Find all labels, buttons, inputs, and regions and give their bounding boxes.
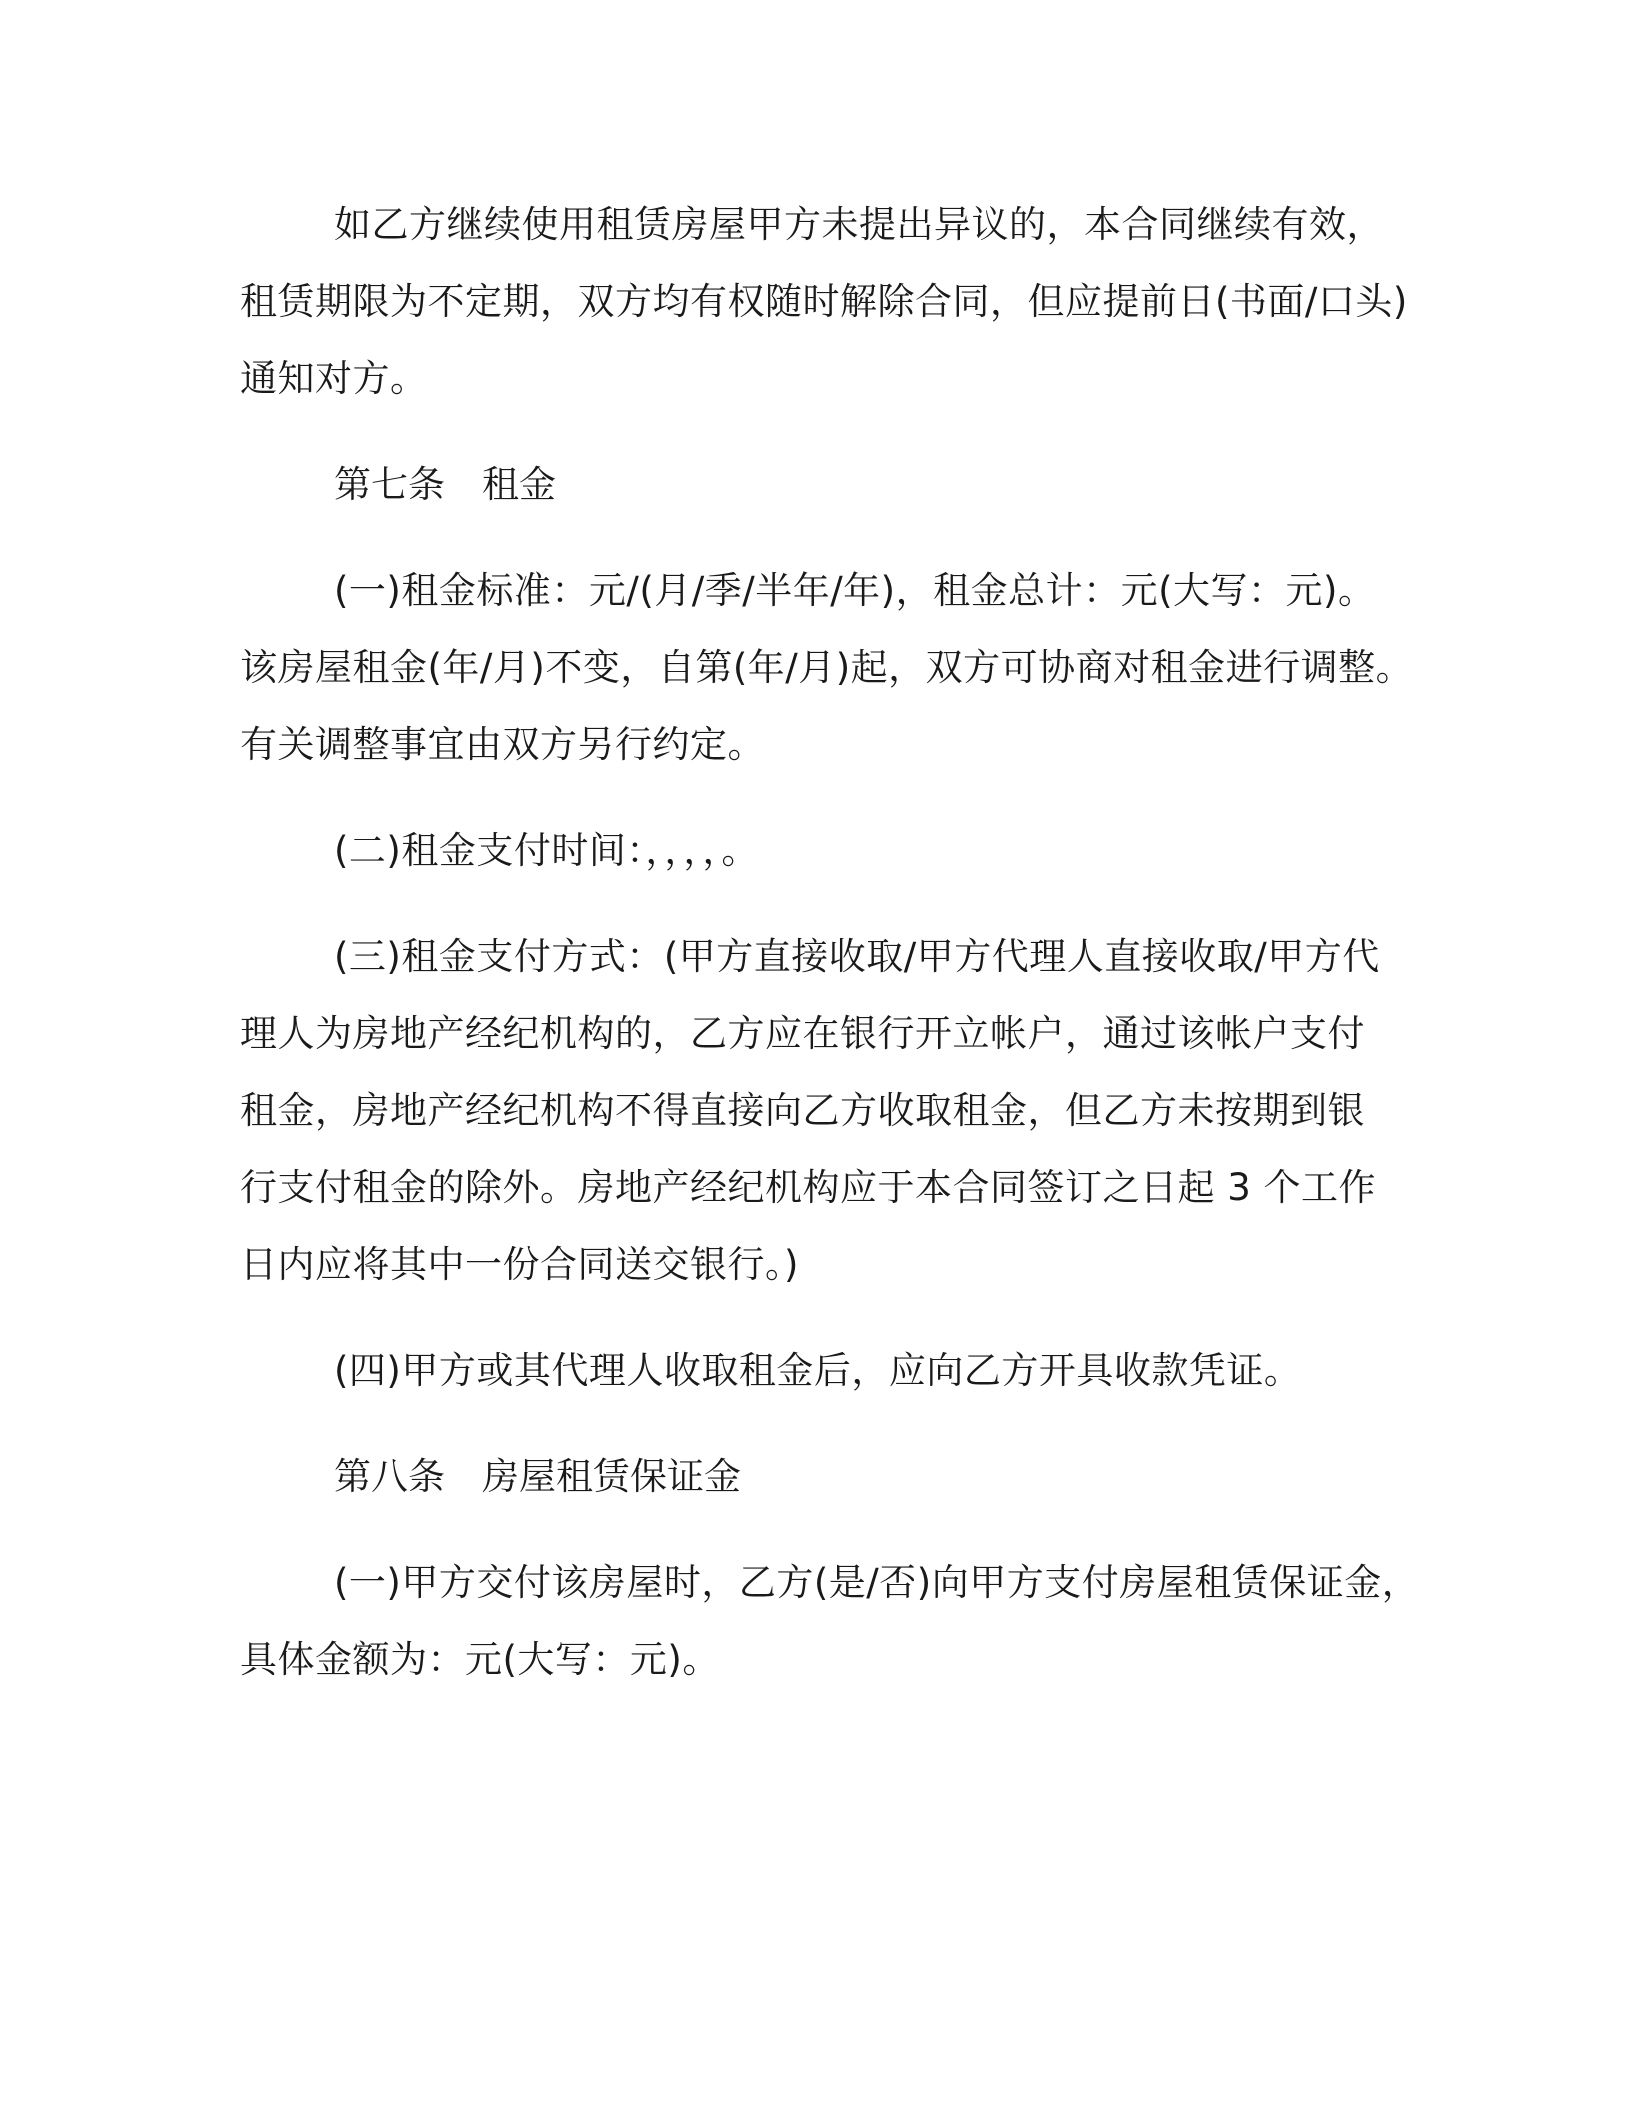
text-line: (一)租金标准：元/(月/季/半年/年)，租金总计：元(大写：元)。: [334, 569, 1376, 612]
text-line: (一)甲方交付该房屋时，乙方(是/否)向甲方支付房屋租赁保证金，: [334, 1561, 1420, 1604]
paragraph-rent-receipt: [240, 1332, 1400, 1409]
text-line: 理人为房地产经纪机构的，乙方应在银行开立帐户，通过该帐户支付: [240, 1012, 1365, 1055]
text-line: 日内应将其中一份合同送交银行。): [240, 1243, 799, 1286]
paragraph-continuation-clause: [240, 186, 1408, 417]
text-line: 行支付租金的除外。房地产经纪机构应于本合同签订之日起 3 个工作: [240, 1166, 1377, 1209]
text-line: 通知对方。: [240, 357, 428, 400]
text-line: (二)租金支付时间：，，，，。: [334, 829, 759, 872]
article-heading-8: 第八条 房屋租赁保证金: [334, 1455, 741, 1498]
paragraph-rent-standard: [240, 552, 1414, 783]
document-body: [240, 186, 1420, 1727]
paragraph-rent-payment-time: [240, 812, 1400, 889]
text-line: 租赁期限为不定期，双方均有权随时解除合同，但应提前日(书面/口头): [240, 280, 1408, 323]
text-line: (四)甲方或其代理人收取租金后，应向乙方开具收款凭证。: [334, 1349, 1302, 1392]
text-line: 有关调整事宜由双方另行约定。: [240, 723, 765, 766]
paragraph-deposit: [240, 1544, 1420, 1698]
text-line: 具体金额为：元(大写：元)。: [240, 1638, 720, 1681]
text-line: 如乙方继续使用租赁房屋甲方未提出异议的，本合同继续有效，: [334, 203, 1384, 246]
text-line: (三)租金支付方式：(甲方直接收取/甲方代理人直接收取/甲方代: [334, 935, 1380, 978]
paragraph-rent-payment-method: [240, 918, 1400, 1303]
article-heading-7: 第七条 租金: [334, 463, 556, 506]
text-line: 该房屋租金(年/月)不变，自第(年/月)起，双方可协商对租金进行调整。: [240, 646, 1414, 689]
text-line: 租金，房地产经纪机构不得直接向乙方收取租金，但乙方未按期到银: [240, 1089, 1365, 1132]
